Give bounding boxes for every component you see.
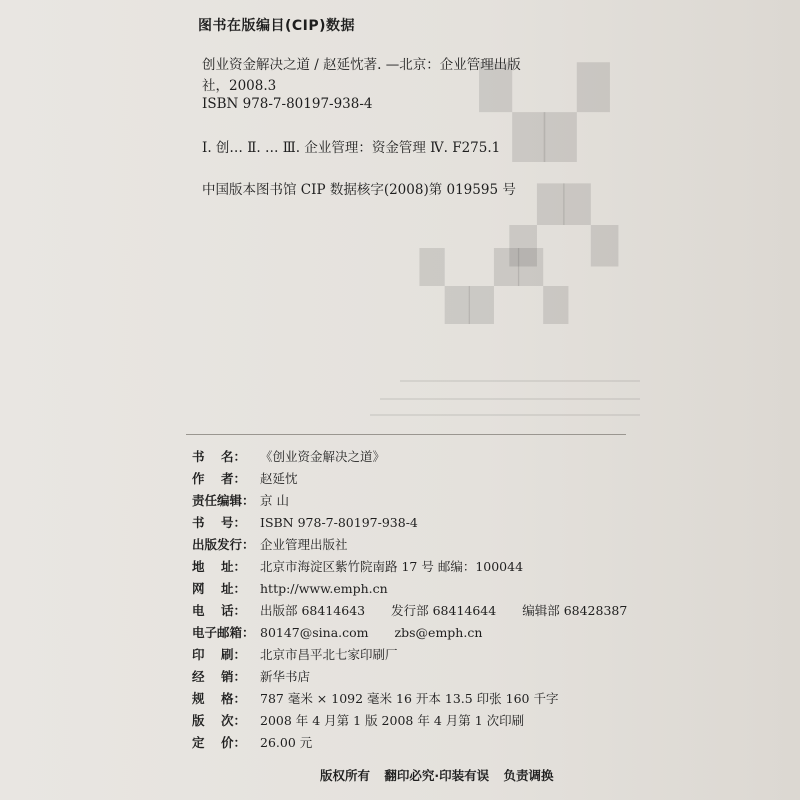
row-isbn	[192, 512, 418, 532]
row-book-title	[192, 446, 385, 466]
value-editor: 京 山	[260, 493, 289, 508]
value-phone-publishing: 出版部 68414643	[260, 603, 366, 618]
value-phone-distribution: 发行部 68414644	[391, 603, 497, 618]
row-address	[192, 556, 523, 576]
cip-title: 图书在版编目(CIP)数据	[198, 18, 356, 34]
value-spec: 787 毫米 × 1092 毫米 16 开本 13.5 印张 160 千字	[260, 691, 559, 706]
row-author	[192, 468, 298, 488]
cip-isbn: ISBN 978-7-80197-938-4	[202, 96, 373, 112]
label-seller: 经 销：	[192, 669, 246, 684]
label-website: 网 址：	[192, 581, 246, 596]
value-printing: 北京市昌平北七家印刷厂	[260, 647, 398, 662]
label-editor: 责任编辑：	[192, 493, 255, 508]
label-publisher: 出版发行：	[192, 537, 255, 552]
label-spec: 规 格：	[192, 691, 246, 706]
ghost-line	[370, 414, 640, 416]
cip-classification: Ⅰ. 创… Ⅱ. … Ⅲ. 企业管理：资金管理 Ⅳ. F275.1	[202, 140, 501, 156]
row-email	[192, 622, 482, 642]
show-through-print	[360, 40, 660, 420]
label-edition: 版 次：	[192, 713, 246, 728]
value-phone-editorial: 编辑部 68428387	[522, 603, 628, 618]
rights-notice: 版权所有 翻印必究·印装有误 负责调换	[320, 768, 554, 783]
ghost-glyphs: ▞▚	[510, 183, 618, 266]
row-seller	[192, 666, 310, 686]
value-isbn: ISBN 978-7-80197-938-4	[260, 514, 418, 530]
label-book-title: 书 名：	[192, 449, 246, 464]
value-address: 北京市海淀区紫竹院南路 17 号 邮编：100044	[260, 559, 524, 574]
value-edition: 2008 年 4 月第 1 版 2008 年 4 月第 1 次印刷	[260, 713, 525, 728]
value-email-2: zbs@emph.cn	[394, 624, 483, 640]
value-publisher: 企业管理出版社	[260, 537, 348, 552]
ghost-line	[400, 380, 640, 382]
label-email: 电子邮箱：	[192, 625, 255, 640]
row-price	[192, 732, 312, 752]
label-isbn: 书 号：	[192, 515, 246, 530]
cip-entry-line2: 社，2008.3	[202, 78, 277, 94]
row-edition	[192, 710, 524, 730]
row-spec	[192, 688, 558, 708]
value-website: http://www.emph.cn	[260, 580, 388, 596]
row-phone	[192, 600, 627, 620]
row-website	[192, 578, 388, 598]
row-printing	[192, 644, 398, 664]
value-seller: 新华书店	[260, 669, 311, 684]
label-author: 作 者：	[192, 471, 246, 486]
cip-verification: 中国版本图书馆 CIP 数据核字(2008)第 019595 号	[202, 182, 516, 198]
value-author: 赵延忱	[260, 471, 298, 486]
value-email-1: 80147@sina.com	[260, 624, 369, 640]
ghost-glyphs: ▚▞▚	[420, 249, 568, 324]
row-editor	[192, 490, 289, 510]
value-book-title: 《创业资金解决之道》	[260, 449, 386, 464]
cip-entry-line1: 创业资金解决之道 / 赵延忱著. —北京：企业管理出版	[202, 57, 521, 73]
row-publisher	[192, 534, 348, 554]
label-phone: 电 话：	[192, 603, 246, 618]
label-address: 地 址：	[192, 559, 246, 574]
label-price: 定 价：	[192, 735, 246, 750]
label-printing: 印 刷：	[192, 647, 246, 662]
value-price: 26.00 元	[260, 735, 313, 750]
ghost-line	[380, 398, 640, 400]
divider	[186, 434, 626, 435]
ghost-glyphs: ▚▞	[480, 62, 610, 161]
